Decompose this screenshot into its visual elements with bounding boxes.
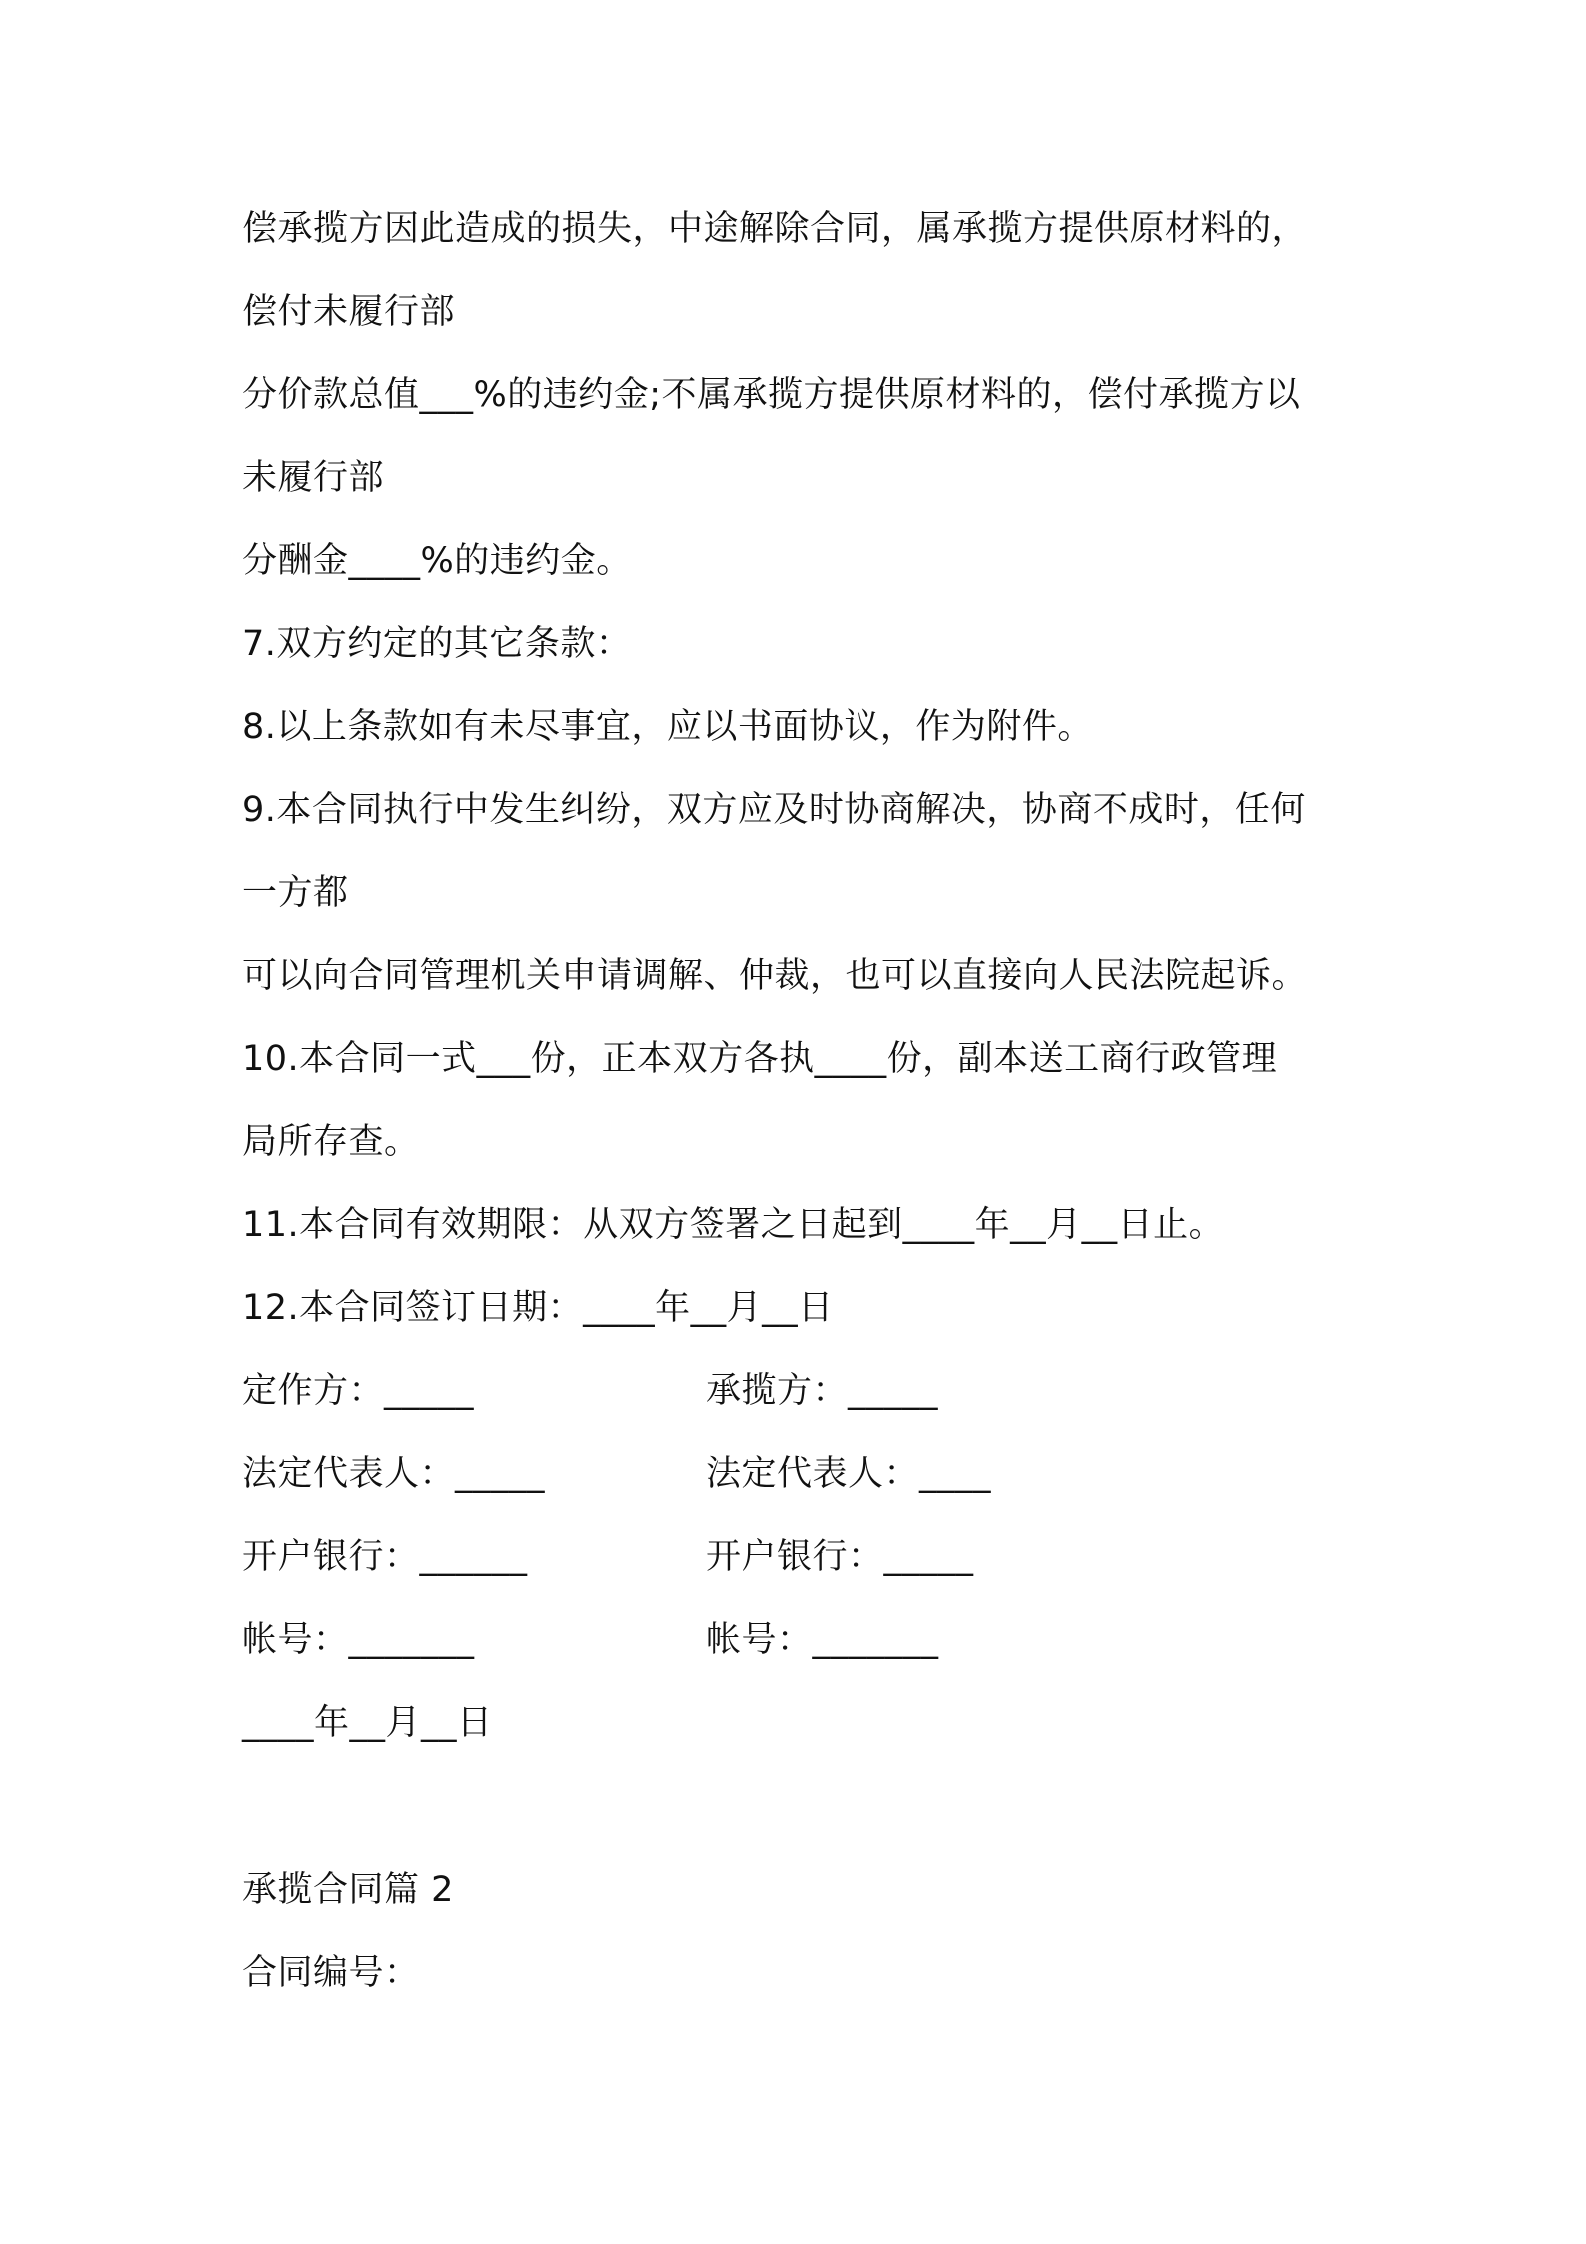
paragraph-line: 偿承揽方因此造成的损失，中途解除合同，属承揽方提供原材料的， bbox=[242, 209, 1308, 249]
clause-8: 8.以上条款如有未尽事宜，应以书面协议，作为附件。 bbox=[242, 707, 1093, 747]
signature-right-representative: 法定代表人：____ bbox=[706, 1454, 992, 1494]
clause-7: 7.双方约定的其它条款： bbox=[242, 624, 632, 664]
paragraph-line: 局所存查。 bbox=[242, 1122, 420, 1162]
signature-left-representative: 法定代表人：_____ bbox=[242, 1454, 546, 1494]
clause-12: 12.本合同签订日期：____年__月__日 bbox=[242, 1288, 834, 1328]
paragraph-line: 分酬金____%的违约金。 bbox=[242, 541, 632, 581]
signature-right-account: 帐号：_______ bbox=[706, 1620, 939, 1660]
signature-left-account: 帐号：_______ bbox=[242, 1620, 475, 1660]
section-title: 承揽合同篇 2 bbox=[242, 1870, 454, 1910]
paragraph-line: 可以向合同管理机关申请调解、仲裁，也可以直接向人民法院起诉。 bbox=[242, 956, 1308, 996]
contract-number-label: 合同编号： bbox=[242, 1953, 420, 1993]
signature-right-bank: 开户银行：_____ bbox=[706, 1537, 974, 1577]
clause-9: 9.本合同执行中发生纠纷，双方应及时协商解决，协商不成时，任何 bbox=[242, 790, 1306, 830]
signature-right-party: 承揽方：_____ bbox=[706, 1371, 939, 1411]
sign-date: ____年__月__日 bbox=[242, 1703, 493, 1743]
clause-10: 10.本合同一式___份，正本双方各执____份，副本送工商行政管理 bbox=[242, 1039, 1278, 1079]
paragraph-line: 未履行部 bbox=[242, 458, 385, 498]
paragraph-line: 偿付未履行部 bbox=[242, 292, 456, 332]
signature-left-party: 定作方：_____ bbox=[242, 1371, 475, 1411]
clause-11: 11.本合同有效期限：从双方签署之日起到____年__月__日止。 bbox=[242, 1205, 1225, 1245]
signature-left-bank: 开户银行：______ bbox=[242, 1537, 528, 1577]
paragraph-line: 分价款总值___%的违约金;不属承揽方提供原材料的，偿付承揽方以 bbox=[242, 375, 1301, 415]
paragraph-line: 一方都 bbox=[242, 873, 349, 913]
